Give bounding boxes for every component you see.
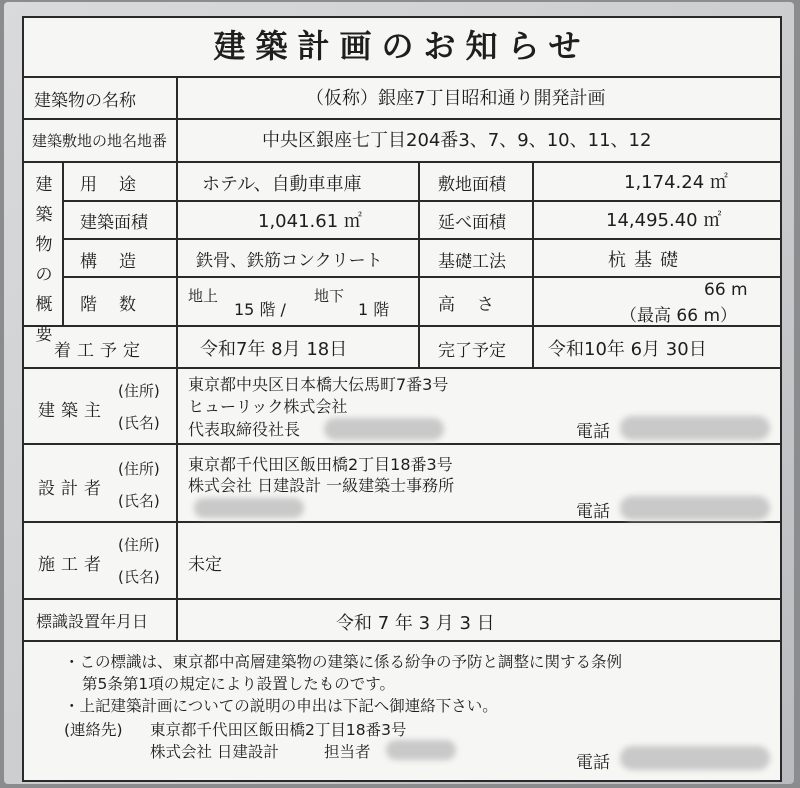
building-name: （仮称）銀座7丁目昭和通り開発計画 <box>306 88 606 109</box>
structure-label: 構造 <box>80 252 158 272</box>
foundation-value: 杭基礎 <box>608 250 686 271</box>
note1-line1: ・この標識は、東京都中高層建築物の建築に係る紛争の予防と調整に関する条例 <box>64 653 623 671</box>
owner-name-suffix: (氏名) <box>118 414 160 432</box>
rule <box>62 200 780 202</box>
rule <box>24 161 780 163</box>
contact-address: 東京都千代田区飯田橋2丁目18番3号 <box>150 721 407 739</box>
start-date: 令和7年 8月 18日 <box>200 339 348 360</box>
height-max-value: （最高 66 m） <box>620 306 737 326</box>
rule <box>176 325 178 640</box>
redacted-phone <box>620 496 770 520</box>
contractor-label: 施工者 <box>38 555 107 575</box>
floor-area-label: 延べ面積 <box>438 213 506 233</box>
rule <box>532 161 534 367</box>
rule <box>176 161 178 325</box>
floor-area-value: 14,495.40 ㎡ <box>606 210 722 231</box>
floors-label: 階数 <box>80 295 158 315</box>
height-label: 高さ <box>438 295 516 315</box>
rule <box>24 521 780 523</box>
note1-line2: 第5条第1項の規定により設置したものです。 <box>82 675 395 693</box>
sign-title: 建築計画のお知らせ <box>213 27 591 65</box>
site-address-label: 建築敷地の地名地番 <box>32 132 168 150</box>
floors-above-value: 15 階 / <box>234 300 286 319</box>
site-area-value: 1,174.24 ㎡ <box>624 172 728 193</box>
posted-label: 標識設置年月日 <box>36 612 149 631</box>
rule <box>62 238 780 240</box>
owner-address: 東京都中央区日本橋大伝馬町7番3号 <box>188 375 449 394</box>
contact-phone-label: 電話 <box>576 753 610 773</box>
floors-above-prefix: 地上 <box>188 287 219 305</box>
designer-label: 設計者 <box>38 479 107 499</box>
owner-rep: 代表取締役社長 <box>188 420 301 439</box>
contractor-value: 未定 <box>188 555 222 575</box>
rule <box>62 161 64 325</box>
posted-date: 令和 7 年 3 月 3 日 <box>336 613 495 634</box>
floors-below-value: 1 階 <box>358 300 390 319</box>
rule <box>24 367 780 369</box>
complete-date: 令和10年 6月 30日 <box>548 339 707 360</box>
owner-company: ヒューリック株式会社 <box>188 397 348 416</box>
contact-person-label: 担当者 <box>324 743 371 761</box>
rule <box>62 276 780 278</box>
building-area-label: 建築面積 <box>80 213 148 233</box>
rule <box>24 118 780 120</box>
rule <box>418 161 420 367</box>
rule <box>24 640 780 642</box>
owner-phone-label: 電話 <box>576 422 610 442</box>
designer-company: 株式会社 日建設計 一級建築士事務所 <box>188 476 455 495</box>
start-label: 着工予定 <box>54 341 146 361</box>
redacted-phone <box>620 746 770 770</box>
designer-name-suffix: (氏名) <box>118 492 160 510</box>
use-label: 用途 <box>80 175 158 195</box>
building-name-label: 建築物の名称 <box>34 91 136 111</box>
redacted-name <box>324 418 444 440</box>
rule <box>24 76 780 78</box>
site-address: 中央区銀座七丁目204番3、7、9、10、11、12 <box>262 130 652 151</box>
redacted-name <box>194 498 304 518</box>
rule <box>24 598 780 600</box>
note2: ・上記建築計画についての説明の申出は下記へ御連絡下さい。 <box>64 697 498 715</box>
building-plan-notice-sign <box>22 16 782 782</box>
contractor-address-suffix: (住所) <box>118 536 160 554</box>
rule <box>176 76 178 161</box>
contact-label: (連絡先) <box>64 721 123 739</box>
foundation-label: 基礎工法 <box>438 252 506 272</box>
floors-below-prefix: 地下 <box>314 287 345 305</box>
designer-phone-label: 電話 <box>576 502 610 522</box>
designer-address: 東京都千代田区飯田橋2丁目18番3号 <box>188 455 453 474</box>
complete-label: 完了予定 <box>438 341 506 361</box>
owner-address-suffix: (住所) <box>118 382 160 400</box>
building-area-value: 1,041.61 ㎡ <box>258 211 362 232</box>
structure-value: 鉄骨、鉄筋コンクリート <box>196 251 383 271</box>
designer-address-suffix: (住所) <box>118 460 160 478</box>
owner-label: 建築主 <box>38 401 107 421</box>
rule <box>24 443 780 445</box>
height-value: 66 m <box>704 280 748 300</box>
redacted-name <box>386 740 456 760</box>
overview-label: 建築物の概要 <box>35 175 53 345</box>
redacted-phone <box>620 416 770 440</box>
contact-company: 株式会社 日建設計 <box>150 743 279 761</box>
use-value: ホテル、自動車車庫 <box>202 174 362 195</box>
contractor-name-suffix: (氏名) <box>118 568 160 586</box>
site-area-label: 敷地面積 <box>438 175 506 195</box>
